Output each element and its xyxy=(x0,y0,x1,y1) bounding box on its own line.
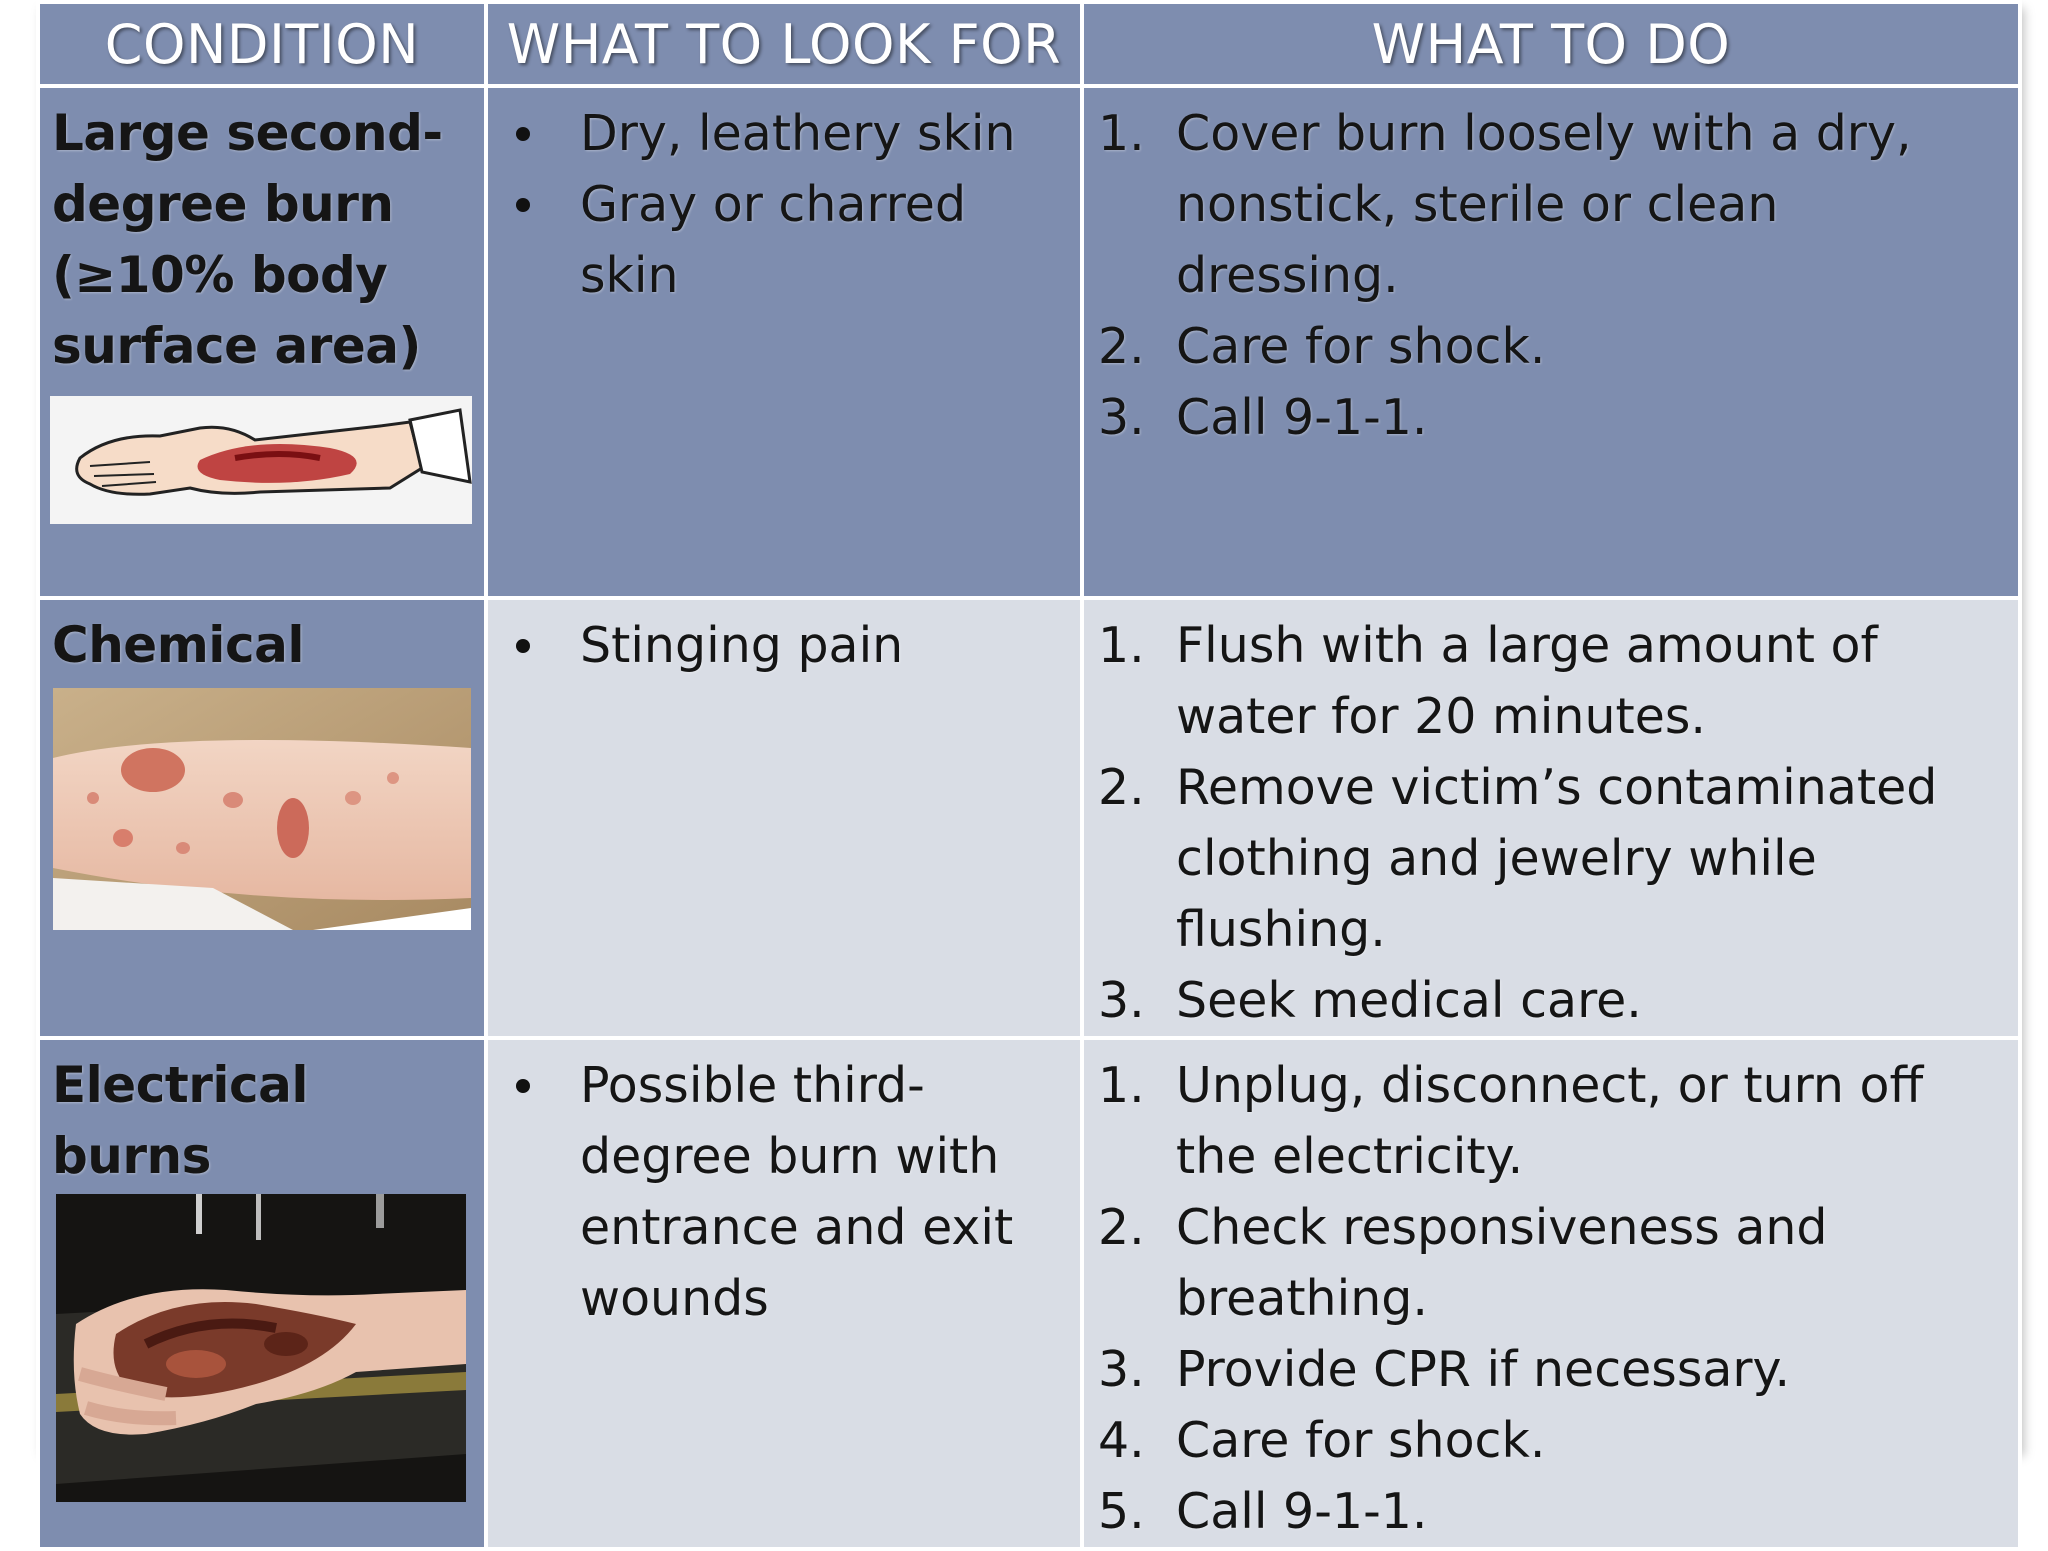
list-item: 1. Cover burn loosely with a dry, nonstick, sterile or clean dressing. xyxy=(1098,105,1912,304)
condition-cell xyxy=(38,86,486,598)
condition-cell xyxy=(38,598,486,1038)
list-item: 4. Care for shock. xyxy=(1098,1412,1546,1469)
list-item: 2. Remove victim’s contaminated clothing and jewelry while flushing. xyxy=(1098,759,1938,958)
burn-care-table xyxy=(36,0,2022,1551)
table-row xyxy=(38,598,2020,1038)
list-item: 2. Check responsiveness and breathing. xyxy=(1098,1199,1828,1327)
header-what-to-do: WHAT TO DO xyxy=(1082,2,2020,86)
what-to-do-cell xyxy=(1082,598,2020,1038)
table-row xyxy=(38,86,2020,598)
header-condition: CONDITION xyxy=(38,2,486,86)
bullet-icon xyxy=(516,127,530,141)
list-item: Possible third-degree burn with entrance and exit wounds xyxy=(498,1050,1070,1334)
look-for-cell xyxy=(486,598,1082,1038)
what-to-do-cell xyxy=(1082,1038,2020,1549)
list-item: Stinging pain xyxy=(498,610,1070,681)
condition-name: Large second-degree burn (≥10% body surface area) xyxy=(52,104,443,375)
list-item: 1. Unplug, disconnect, or turn off the electricity. xyxy=(1098,1057,1924,1185)
what-to-do-cell xyxy=(1082,86,2020,598)
look-for-cell xyxy=(486,86,1082,598)
bullet-icon xyxy=(516,198,530,212)
electrical-burn-photo xyxy=(56,1194,466,1502)
list-item: 3. Seek medical care. xyxy=(1098,972,1642,1029)
list-item: 5. Call 9-1-1. xyxy=(1098,1483,1428,1540)
condition-name: Electrical burns xyxy=(52,1056,309,1185)
chemical-burn-photo xyxy=(53,688,471,930)
bullet-icon xyxy=(516,1079,530,1093)
list-item: 1. Flush with a large amount of water for 20 minutes. xyxy=(1098,617,1878,745)
bullet-icon xyxy=(516,639,530,653)
burn-care-table-wrapper xyxy=(36,0,2018,1540)
list-item: 3. Provide CPR if necessary. xyxy=(1098,1341,1791,1398)
list-item: 2. Care for shock. xyxy=(1098,318,1546,375)
burned-forearm-illustration xyxy=(50,396,472,524)
header-what-to-look-for: WHAT TO LOOK FOR xyxy=(486,2,1082,86)
look-for-cell xyxy=(486,1038,1082,1549)
condition-name: Chemical xyxy=(52,616,304,674)
table-row xyxy=(38,1038,2020,1549)
list-item: Gray or charred skin xyxy=(498,169,1070,311)
list-item: 3. Call 9-1-1. xyxy=(1098,389,1428,446)
list-item: Dry, leathery skin xyxy=(498,98,1070,169)
condition-cell xyxy=(38,1038,486,1549)
header-row xyxy=(38,2,2020,86)
